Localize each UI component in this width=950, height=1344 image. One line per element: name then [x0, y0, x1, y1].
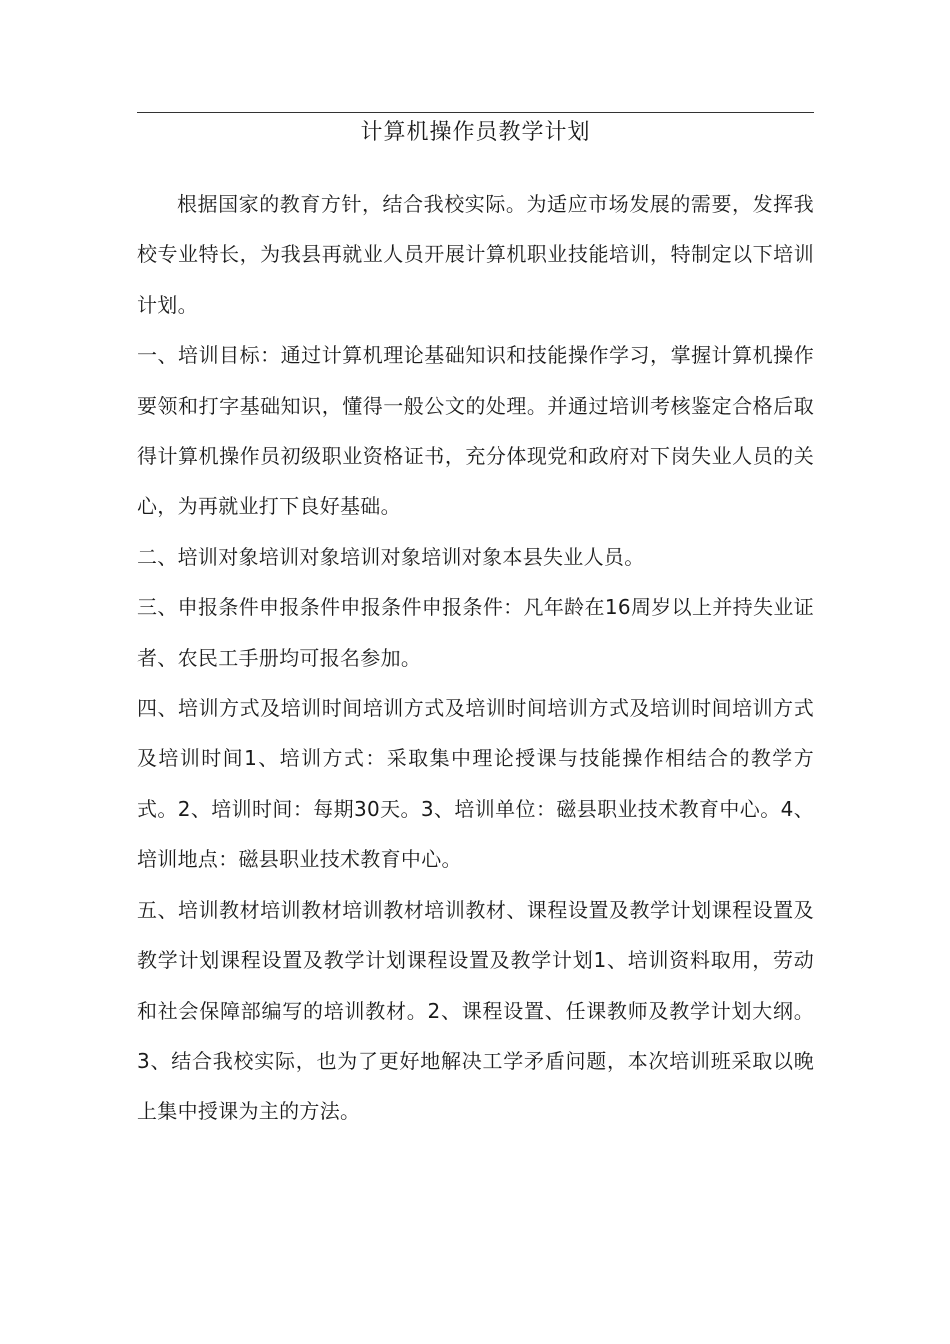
- document-title: 计算机操作员教学计划: [360, 120, 591, 145]
- section-application-conditions: 三、申报条件申报条件申报条件申报条件：凡年龄在16周岁以上并持失业证者、农民工手册均可报名参加。: [137, 595, 814, 670]
- section-training-target: 二、培训对象培训对象培训对象培训对象本县失业人员。: [137, 544, 645, 569]
- intro-paragraph: 根据国家的教育方针，结合我校实际。为适应市场发展的需要，发挥我校专业特长，为我县再就业人员开展计算机职业技能培训，特制定以下培训计划。: [137, 192, 814, 317]
- section-training-goal: 一、培训目标：通过计算机理论基础知识和技能操作学习，掌握计算机操作要领和打字基础知识，懂得一般公文的处理。并通过培训考核鉴定合格后取得计算机操作员初级职业资格证书，充分体现党和政府对下岗失业人员的关心，为再就业打下良好基础。: [137, 343, 814, 519]
- section-training-method-time: 四、培训方式及培训时间培训方式及培训时间培训方式及培训时间培训方式及培训时间1、培训方式：采取集中理论授课与技能操作相结合的教学方式。2、培训时间：每期30天。3、培训单位：磁县职业技术教育中心。4、培训地点：磁县职业技术教育中心。: [137, 696, 814, 872]
- document-body: [137, 179, 814, 1137]
- header-rule: [137, 112, 814, 113]
- section-training-materials: 五、培训教材培训教材培训教材培训教材、课程设置及教学计划课程设置及教学计划课程设置及教学计划课程设置及教学计划1、培训资料取用，劳动和社会保障部编写的培训教材。2、课程设置、任课教师及教学计划大纲。3、结合我校实际，也为了更好地解决工学矛盾问题，本次培训班采取以晚上集中授课为主的方法。: [137, 897, 814, 1124]
